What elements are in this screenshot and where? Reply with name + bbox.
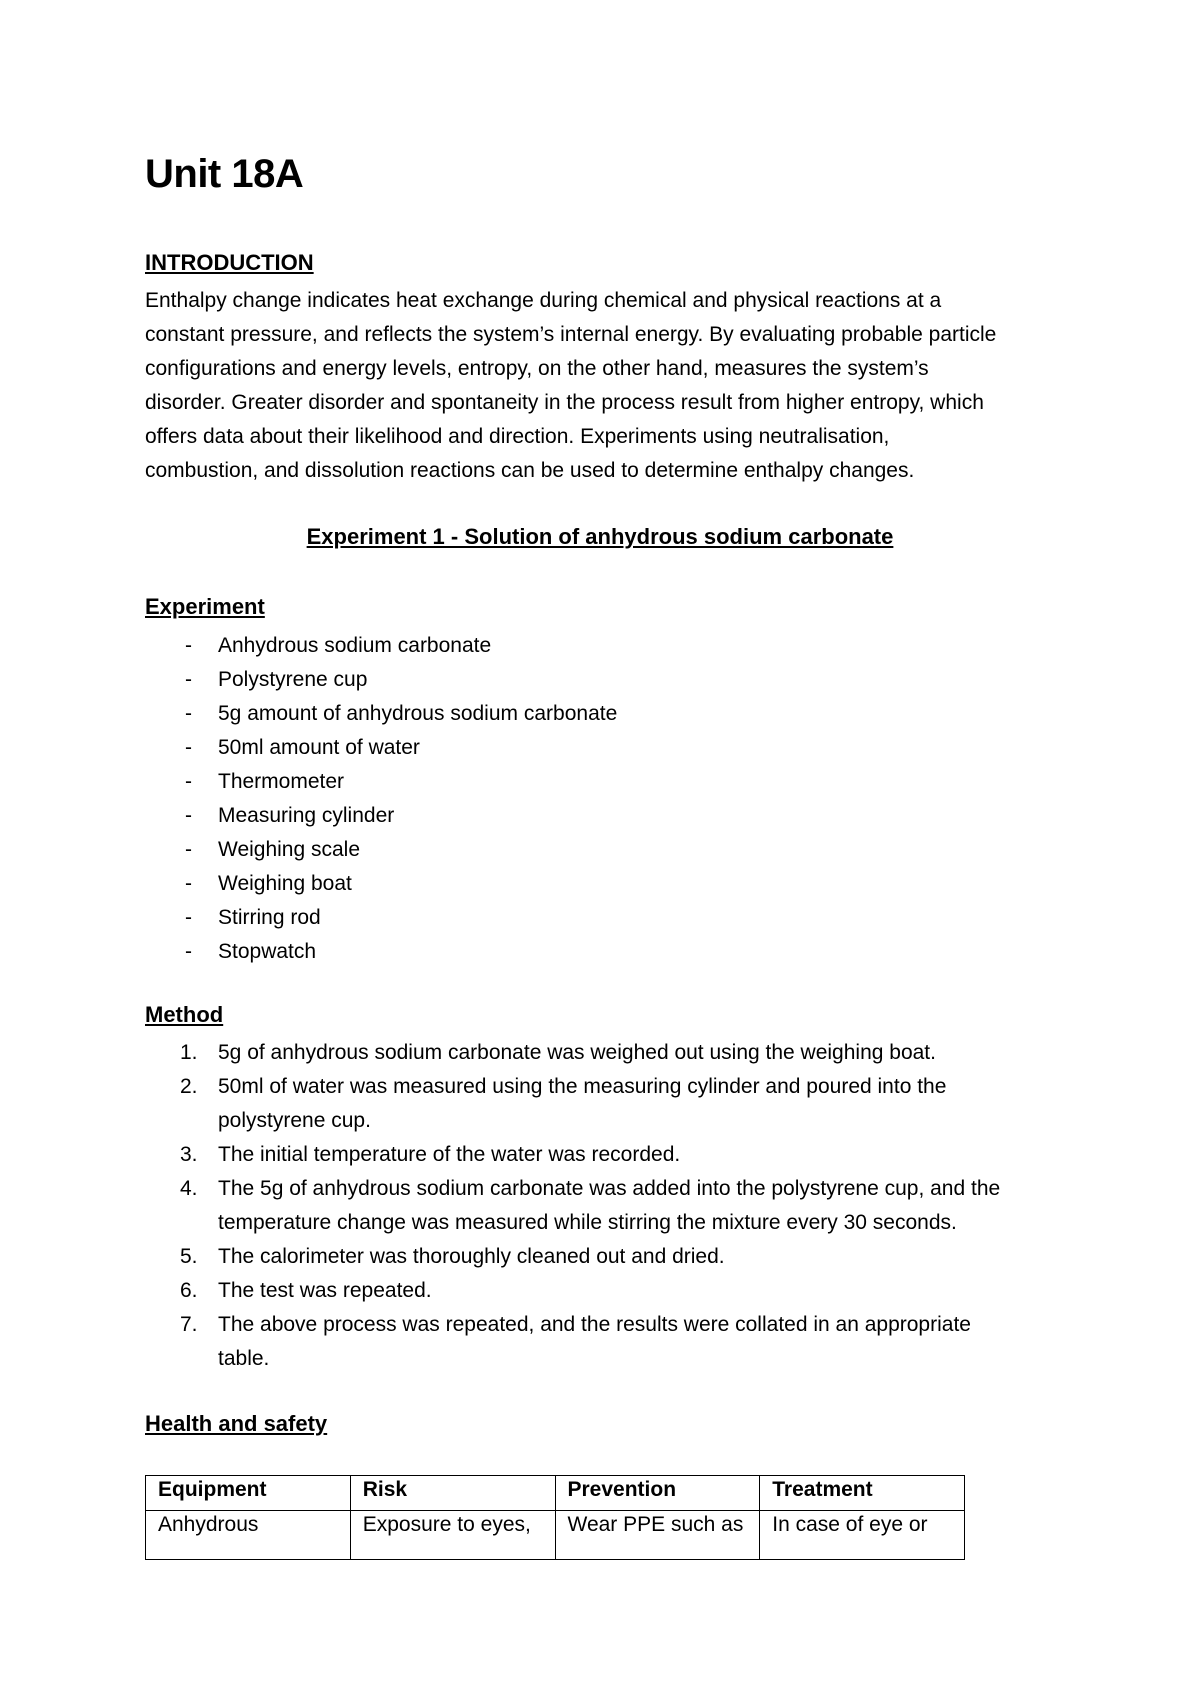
dash-bullet: - bbox=[185, 804, 192, 827]
paragraph-line: Enthalpy change indicates heat exchange during chemical and physical reactions at a bbox=[145, 289, 942, 312]
list-item bbox=[145, 799, 617, 833]
step-text: The initial temperature of the water was recorded. bbox=[218, 1143, 681, 1166]
list-item bbox=[145, 901, 617, 935]
list-item bbox=[145, 697, 617, 731]
step-text: The test was repeated. bbox=[218, 1279, 432, 1302]
paragraph-line: disorder. Greater disorder and spontaneity in the process result from higher entropy, which bbox=[145, 391, 984, 414]
equipment-item: Weighing boat bbox=[218, 872, 352, 895]
step-text: The above process was repeated, and the results were collated in an appropriate bbox=[218, 1313, 971, 1336]
method-step bbox=[145, 1070, 1085, 1138]
dash-bullet: - bbox=[185, 838, 192, 861]
step-number: 7. bbox=[180, 1313, 198, 1336]
method-step bbox=[145, 1308, 1085, 1376]
table-row bbox=[146, 1511, 965, 1560]
equipment-item: Weighing scale bbox=[218, 838, 361, 861]
list-item bbox=[145, 833, 617, 867]
step-number: 3. bbox=[180, 1143, 198, 1166]
column-header-equipment: Equipment bbox=[146, 1476, 351, 1511]
equipment-item: Measuring cylinder bbox=[218, 804, 395, 827]
step-number: 4. bbox=[180, 1177, 198, 1200]
method-step bbox=[145, 1036, 1085, 1070]
equipment-item: Polystyrene cup bbox=[218, 668, 368, 691]
step-number: 1. bbox=[180, 1041, 198, 1064]
paragraph-line: offers data about their likelihood and direction. Experiments using neutralisation, bbox=[145, 425, 890, 448]
step-text: 5g of anhydrous sodium carbonate was weighed out using the weighing boat. bbox=[218, 1041, 936, 1064]
equipment-list bbox=[145, 629, 617, 969]
column-header-risk: Risk bbox=[350, 1476, 555, 1511]
paragraph-line: combustion, and dissolution reactions can be used to determine enthalpy changes. bbox=[145, 459, 915, 482]
list-item bbox=[145, 867, 617, 901]
step-number: 6. bbox=[180, 1279, 198, 1302]
health-safety-table bbox=[145, 1475, 965, 1560]
step-text: The calorimeter was thoroughly cleaned out and dried. bbox=[218, 1245, 725, 1268]
list-item bbox=[145, 629, 617, 663]
list-item bbox=[145, 935, 617, 969]
step-text: temperature change was measured while stirring the mixture every 30 seconds. bbox=[218, 1211, 957, 1234]
method-step bbox=[145, 1240, 1085, 1274]
experiment-1-heading: Experiment 1 - Solution of anhydrous sodium carbonate bbox=[306, 524, 894, 549]
table-header-row bbox=[146, 1476, 965, 1511]
introduction-paragraph bbox=[145, 284, 1085, 488]
dash-bullet: - bbox=[185, 736, 192, 759]
dash-bullet: - bbox=[185, 906, 192, 929]
document-title: Unit 18A bbox=[145, 152, 304, 196]
equipment-item: Thermometer bbox=[218, 770, 345, 793]
table-cell: In case of eye or bbox=[760, 1511, 965, 1560]
column-header-treatment: Treatment bbox=[760, 1476, 965, 1511]
list-item bbox=[145, 663, 617, 697]
equipment-item: 50ml amount of water bbox=[218, 736, 420, 759]
method-step bbox=[145, 1274, 1085, 1308]
step-number: 5. bbox=[180, 1245, 198, 1268]
column-header-prevention: Prevention bbox=[555, 1476, 760, 1511]
method-heading: Method bbox=[145, 1002, 224, 1027]
equipment-item: 5g amount of anhydrous sodium carbonate bbox=[218, 702, 618, 725]
table-cell: Exposure to eyes, bbox=[350, 1511, 555, 1560]
list-item bbox=[145, 731, 617, 765]
step-number: 2. bbox=[180, 1075, 198, 1098]
dash-bullet: - bbox=[185, 872, 192, 895]
dash-bullet: - bbox=[185, 770, 192, 793]
step-text: 50ml of water was measured using the measuring cylinder and poured into the bbox=[218, 1075, 947, 1098]
dash-bullet: - bbox=[185, 668, 192, 691]
method-step bbox=[145, 1172, 1085, 1240]
equipment-item: Anhydrous sodium carbonate bbox=[218, 634, 492, 657]
table-cell: Wear PPE such as bbox=[555, 1511, 760, 1560]
dash-bullet: - bbox=[185, 634, 192, 657]
step-text: The 5g of anhydrous sodium carbonate was added into the polystyrene cup, and the bbox=[218, 1177, 1001, 1200]
paragraph-line: constant pressure, and reflects the system’s internal energy. By evaluating probable particle bbox=[145, 323, 997, 346]
step-text: polystyrene cup. bbox=[218, 1109, 371, 1132]
table-cell: Anhydrous bbox=[146, 1511, 351, 1560]
paragraph-line: configurations and energy levels, entropy, on the other hand, measures the system’s bbox=[145, 357, 929, 380]
step-text: table. bbox=[218, 1347, 270, 1370]
method-step bbox=[145, 1138, 1085, 1172]
list-item bbox=[145, 765, 617, 799]
equipment-item: Stopwatch bbox=[218, 940, 317, 963]
introduction-heading: INTRODUCTION bbox=[145, 250, 314, 275]
equipment-item: Stirring rod bbox=[218, 906, 321, 929]
dash-bullet: - bbox=[185, 702, 192, 725]
dash-bullet: - bbox=[185, 940, 192, 963]
equipment-heading: Experiment bbox=[145, 594, 265, 619]
health-safety-heading: Health and safety bbox=[145, 1411, 328, 1436]
method-steps bbox=[145, 1036, 1085, 1376]
